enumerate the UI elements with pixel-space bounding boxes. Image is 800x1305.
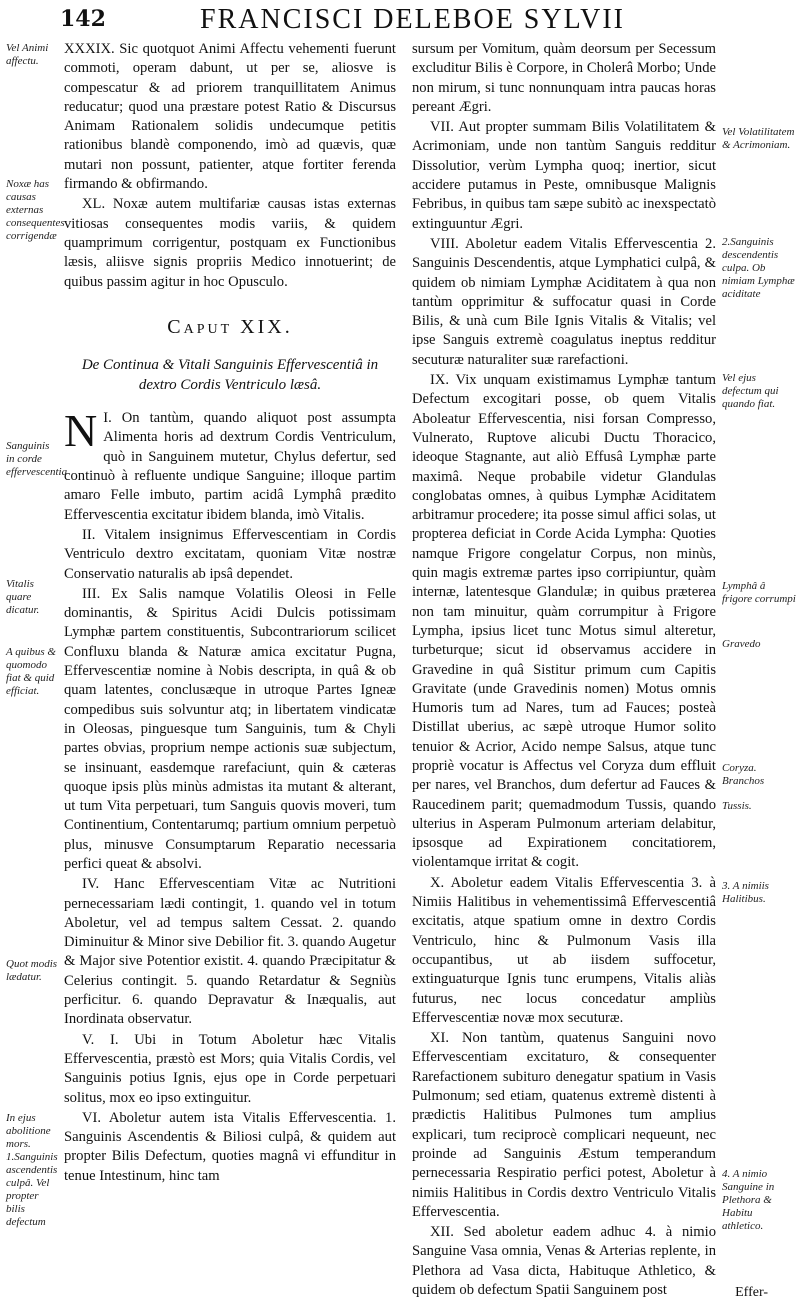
margin-note: Tussis. <box>722 800 752 812</box>
margin-note: Vel ejus defectum qui quando fiat. <box>722 372 779 410</box>
page-header <box>60 6 770 40</box>
page-number: 142 <box>60 6 106 32</box>
margin-note: Vitalis quare dicatur. <box>6 578 40 616</box>
right-column <box>412 40 716 1301</box>
catchword: Effer- <box>735 1285 768 1300</box>
margin-note: 3. A nimiis Halitibus. <box>722 880 769 905</box>
paragraph-iv: IV. Hanc Effervescentiam Vitæ ac Nutritioni pernecessariam lædi contingit, 1. quando vel in totum Aboletur, vel ad tempus saltem Cessat. 2. quando Diminuitur & Minor sive Debilior fit. 3. quando Augetur & Major sive Potentior existit. 4. quando Præcipitatur & Celerius contingit. 5. quando Retardatur & Segniùs perficitur. 6. quando Depravatur & Inæqualis, aut Inordinata observatur. <box>64 876 396 1028</box>
margin-note: Noxæ has causas externas consequentes corrigendæ <box>6 178 65 242</box>
margin-note: Lymphâ â frigore corrumpi <box>722 580 796 605</box>
paragraph-i <box>64 405 396 525</box>
margin-note: Vel Animi affectu. <box>6 42 49 67</box>
margin-note: Vel Volatilitatem & Acrimoniam. <box>722 126 795 151</box>
margin-note: 4. A nimio Sanguine in Plethora & Habitu athletico. <box>722 1168 775 1232</box>
paragraph-xxxix: XXXIX. Sic quotquot Animi Affectu vehementi fuerunt commoti, operam dabunt, ut per se, aliosve is compescatur & ad priorem tranquillitatem Animus reducatur; quod una præstare potest Ratio & Discursus Animam Rationalem solidis undecumque petitis rationibus blandè componendo, imò ad quævis, quæ mutari non possunt, patienter, atque fortiter ferenda firmando & obfirmando. <box>64 41 396 193</box>
chapter-subtitle: De Continua & Vitali Sanguinis Effervescentiâ in dextro Cordis Ventriculo læsâ. <box>81 357 379 394</box>
paragraph-xii: XII. Sed aboletur eadem adhuc 4. à nimio Sanguine Vasa omnia, Venas & Arterias replente, in Plethora ad Vasa dicta, Habituque Athletico, & quidem ob defectum Spatii Sanguinem post <box>412 1224 716 1298</box>
paragraph-xi: XI. Non tantùm, quatenus Sanguini novo Effervescentiam excitaturo, & consequenter Rarefactionem subituro denegatur spatium in Vasis Pulmonum; sed etiam, quatenus extremè distenti à prædictis Halitibus Pulmones tum amplius explicari, tum reciprocè complicari nequeunt, nec proinde ad Sanguinis Æstum temperandum pernecessaria Respiratio perfici potest, Aboletur à nimiis Halitibus in Cordis dextro Ventriculo Vitalis Effervescentia. <box>412 1030 716 1220</box>
left-column <box>64 40 396 1187</box>
margin-note: 2.Sanguinis descendentis culpa. Ob nimiam Lymphæ aciditate <box>722 236 795 300</box>
running-title: FRANCISCI DELEBOE SYLVII <box>200 4 625 35</box>
drop-cap: N <box>64 405 98 457</box>
paragraph-vi: VI. Aboletur autem ista Vitalis Effervescentia. 1. Sanguinis Ascendentis & Biliosi culpâ, & quidem aut propter Bilis Defectum, quoties magnâ vi effunditur in tenue Intestinum, hinc tam <box>64 1109 396 1184</box>
chapter-heading: Caput XIX. <box>167 315 293 338</box>
paragraph-viii: VIII. Aboletur eadem Vitalis Effervescentia 2. Sanguinis Descendentis, atque Lymphatici culpâ, & quidem ob nimiam Lymphæ Aciditatem à qua non tantùm opprimitur & suffocatur quasi in Corde Bilis, & unà cum Bile Ignis Vitalis & Vitalis; vel ipse Sanguis extremè coagulatus ineptus redditur secuturæ naturaliter suæ rarefactioni. <box>412 235 716 368</box>
paragraph-continued: sursum per Vomitum, quàm deorsum per Secessum excluditur Bilis è Corpore, in Cholerâ Morbo; Unde non mirum, si tunc nonnunquam intra paucas horas pereant Ægri. <box>412 41 716 115</box>
paragraph-iii: III. Ex Salis namque Volatilis Oleosi in Felle dominantis, & Spiritus Acidi Dulcis potissimam Lymphæ partem constituentis, Subcontrariorum scilicet Confluxu blanda & Naturæ amica excitatur Pugna, Effervescentiæ nomine à Nobis descripta, in quâ & ob quam latentes, conclusæque in utroque Partes Igneæ compedibus suis solvuntur atq; in libertatem vindicatæ in Oleosas, pinguesque tum Sanguinis, tum & Chyli partes obvias, proprium nempe actionis suæ subjectum, se insinuant, easdemque rarefaciunt, quin & cæteras quoque ipsis plùs minùs admistas ita mutant & alterant, ut tum Vita perpetuari, tum Sanguis quovis moveri, tum Continentium, Contentarumq; partium omnium perpetuò plus, minusve Consumptarum Reparatio necessaria perfici queat & absolvi. <box>64 585 396 872</box>
paragraph-ix: IX. Vix unquam existimamus Lymphæ tantum Defectum excogitari posse, ob quem Vitalis Aboleatur Effervescentia, nisi forsan Compresso, Vulnerato, Ruptove alicubi Ductu Thoracico, ideoque Stagnante, aut aliò Effusâ Lymphæ parte maximâ. Neque probabile videtur Glandulas conglobatas omnes, à quibus Lymphæ Aciditatem arbitramur procedere; ita posse simul affici solas, ut propterea deficiat in Corde Acida Lympha: Quoties namque Frigore congelatur Corpus, non minùs, quin magis extremæ partes ipso corripiuntur, quàm internæ, latentesque Glandulæ; in quibus præterea non tam minuitur, quàm corrumpitur à Frigore Lympha, ipsius licet tunc Motus simul alteretur, turbeturque; sicut id observamus accidere in Gravedine in quâ Sistitur primum cum Capitis Gravitate (unde Gravedinis nomen) Motus omnis Humoris tum ad Nares, tum ad Fauces; posteà Distillat uberius, ac sæpè utroque Humor solito tenuior & Acrior, Acido nempe Salsus, atque tunc propriè vocatur is Affectus vel Coryza dum effluit per nares, vel Branchos, dum defertur ad Fauces & Raucedinem parit; quemadmodum Tussis, quando ulterius in Asperam Pulmonum arteriam delabitur, ipsosque ad Expirationem concitatiorem, violentamque irritat & cogit. <box>412 372 716 871</box>
paragraph-x: X. Aboletur eadem Vitalis Effervescentia 3. à Nimiis Halitibus in vehementissimâ Effervescentiâ excitatis, atque spatium omne in dextro Cordis Ventriculo, hinc & Pulmonum Vasis illa occupantibus, ut ab iisdem suffocetur, extinguaturque Ignis tunc erumpens, Vitalis aliàs futurus, nec locus concedatur ampliùs Effervescentiæ novæ mox secuturæ. <box>412 874 716 1026</box>
paragraph-i-text: I. On tantùm, quando aliquot post assumpta Alimenta horis ad dextrum Cordis Ventriculum, quò in Sanguinem mutetur, Chylus defertur, sed continuò à refluente undique Sanguine; illoque partim amaro Felle imbuto, partim acidâ Lymphâ prædito Effervescentia excitatur ibidem blanda, imò Vitalis. <box>64 410 396 523</box>
paragraph-v: V. I. Ubi in Totum Aboletur hæc Vitalis Effervescentia, præstò est Mors; quia Vitalis Cordis, vel Sanguinis potius Ignis, ejus ope in Corde perpetuari solitus, mox eo ipso extinguitur. <box>64 1031 396 1106</box>
paragraph-vii: VII. Aut propter summam Bilis Volatilitatem & Acrimoniam, unde non tantùm Sanguis redditur Dissolutior, verùm Lympha quoq; inertior, sicut accidere putamus in Peste, omnibusque Malignis Febribus, in quibus tam sæpe subitò ac inexspectatò extinguuntur Ægri. <box>412 119 716 232</box>
margin-note: A quibus & quomodo fiat & quid efficiat. <box>6 646 56 697</box>
paragraph-xl: XL. Noxæ autem multifariæ causas istas externas vitiosas consequentes modis variis, & quidem quamprimum corrigentur, postquam ex Functionibus læsis, aliisve signis propriis Medico innotuerint; de quibus passim agitur in hoc Opusculo. <box>64 196 396 290</box>
margin-note: Coryza. Branchos <box>722 762 765 787</box>
margin-note: Sanguinis in corde effervescentia <box>6 440 68 478</box>
margin-note: Quot modis lædatur. <box>6 958 58 983</box>
margin-note: Gravedo <box>722 638 761 650</box>
paragraph-ii: II. Vitalem insignimus Effervescentiam in Cordis Ventriculo dextro excitatam, quoniam Vitæ nostræ Conservatio naturalis ab ipsâ dependet. <box>64 526 396 582</box>
margin-note: In ejus abolitione mors. 1.Sanguinis ascendentis culpâ. Vel propter bilis defectum <box>6 1112 58 1228</box>
